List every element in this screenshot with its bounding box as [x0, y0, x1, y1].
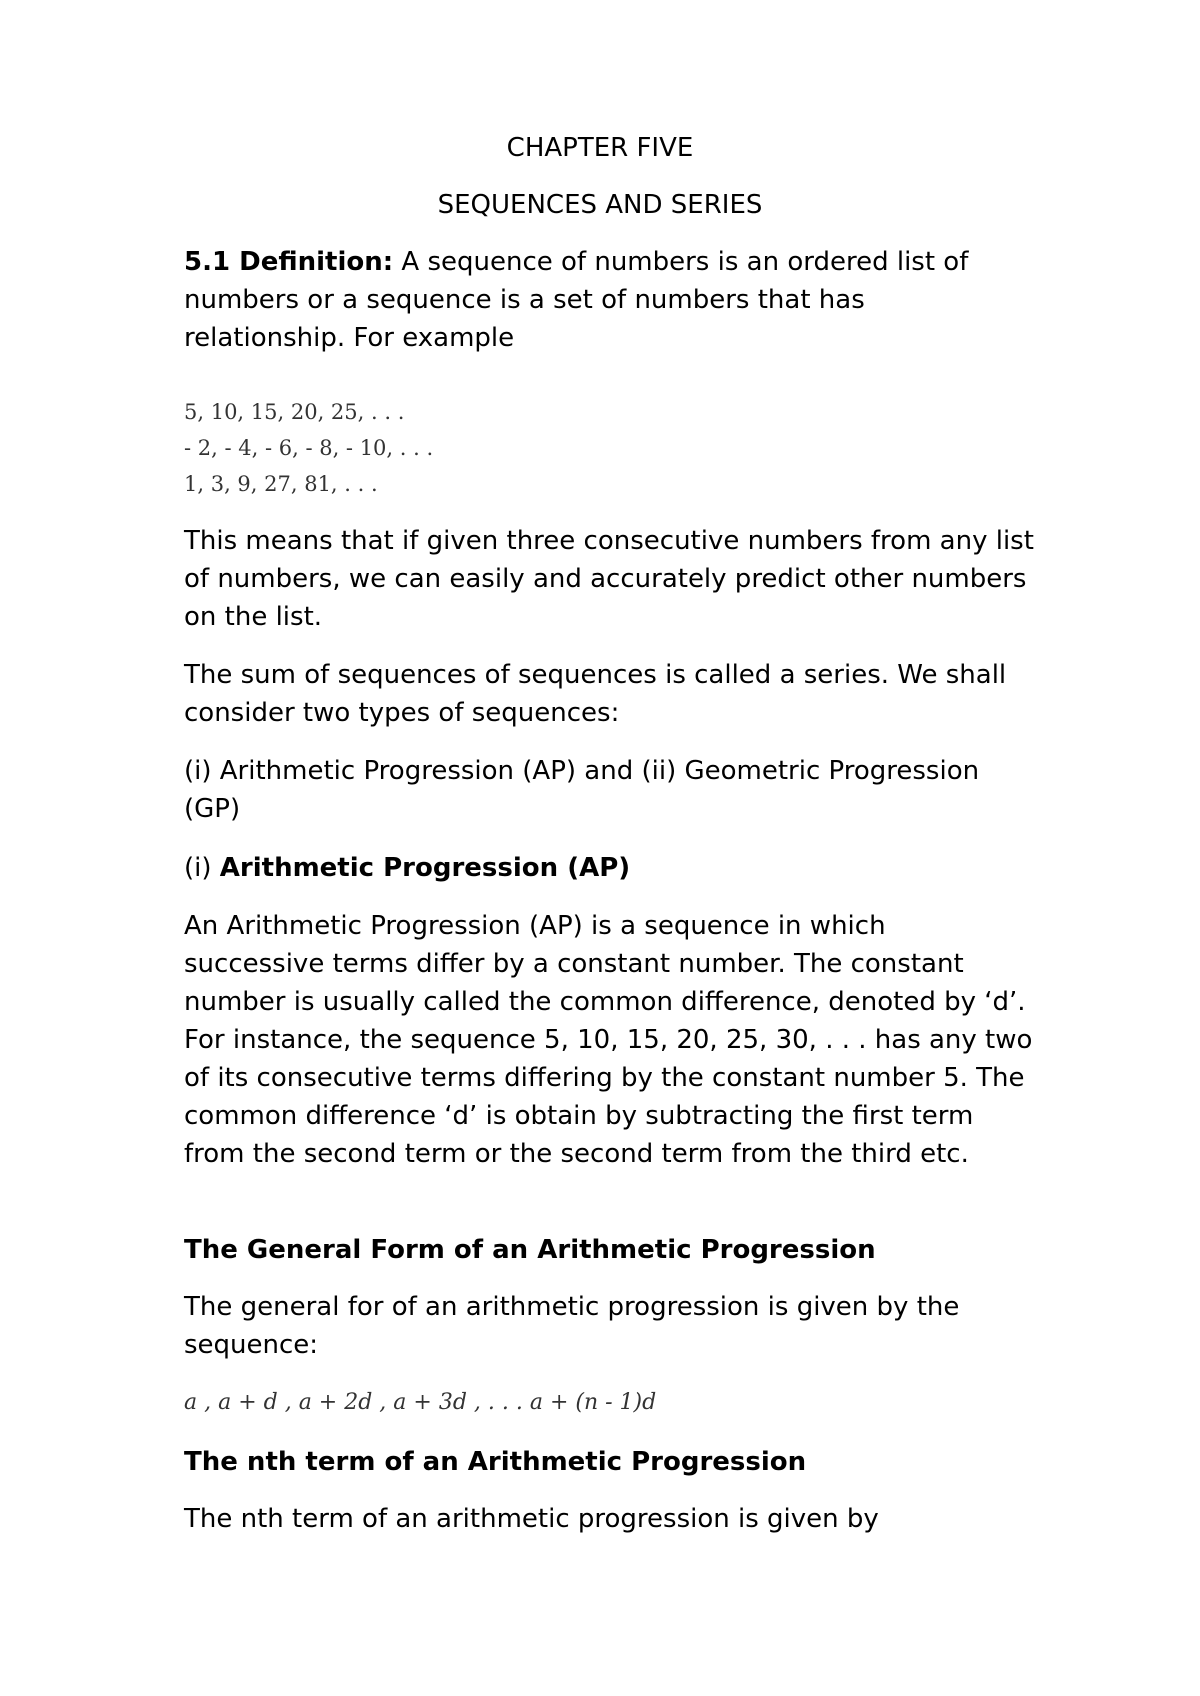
series-paragraph: The sum of sequences of sequences is called a series. We shall consider two types of sequences:	[184, 660, 1007, 728]
general-form-formula: a , a + d , a + 2d , a + 3d , . . . a + (n - 1)d	[184, 1390, 657, 1415]
definition-label: 5.1 Definition:	[184, 247, 394, 277]
example-sequence-2: - 2, - 4, - 6, - 8, - 10, . . .	[184, 436, 434, 460]
ap-body-paragraph: An Arithmetic Progression (AP) is a sequence in which successive terms differ by a constant number. The constant number is usually called the common difference, denoted by ‘d’. For instance, the sequence 5, 10, 15, 20, 25, 30, . . . has any two of its consecutive terms differing by the constant number 5. The common difference ‘d’ is obtain by subtracting the first term from the second term or the second term from the third etc.	[184, 911, 1033, 1169]
types-paragraph: (i) Arithmetic Progression (AP) and (ii) Geometric Progression (GP)	[184, 756, 980, 824]
general-form-body: The general for of an arithmetic progression is given by the sequence:	[184, 1292, 960, 1360]
predict-paragraph: This means that if given three consecutive numbers from any list of numbers, we can easily and accurately predict other numbers on the list.	[184, 526, 1034, 632]
ap-heading-prefix: (i)	[184, 853, 220, 883]
example-sequence-1: 5, 10, 15, 20, 25, . . .	[184, 400, 405, 424]
ap-heading	[184, 849, 1034, 887]
chapter-subtitle: SEQUENCES AND SERIES	[437, 190, 763, 220]
ap-heading-text: Arithmetic Progression (AP)	[219, 853, 631, 883]
definition-paragraph	[184, 243, 1034, 357]
general-form-heading: The General Form of an Arithmetic Progression	[184, 1235, 876, 1265]
nth-term-body: The nth term of an arithmetic progression is given by	[184, 1504, 879, 1534]
nth-term-heading: The nth term of an Arithmetic Progression	[184, 1447, 807, 1477]
example-sequence-3: 1, 3, 9, 27, 81, . . .	[184, 472, 378, 496]
definition-text: A sequence of numbers is an ordered list of numbers or a sequence is a set of numbers that has relationship. For example	[184, 247, 969, 353]
chapter-title: CHAPTER FIVE	[506, 133, 694, 163]
